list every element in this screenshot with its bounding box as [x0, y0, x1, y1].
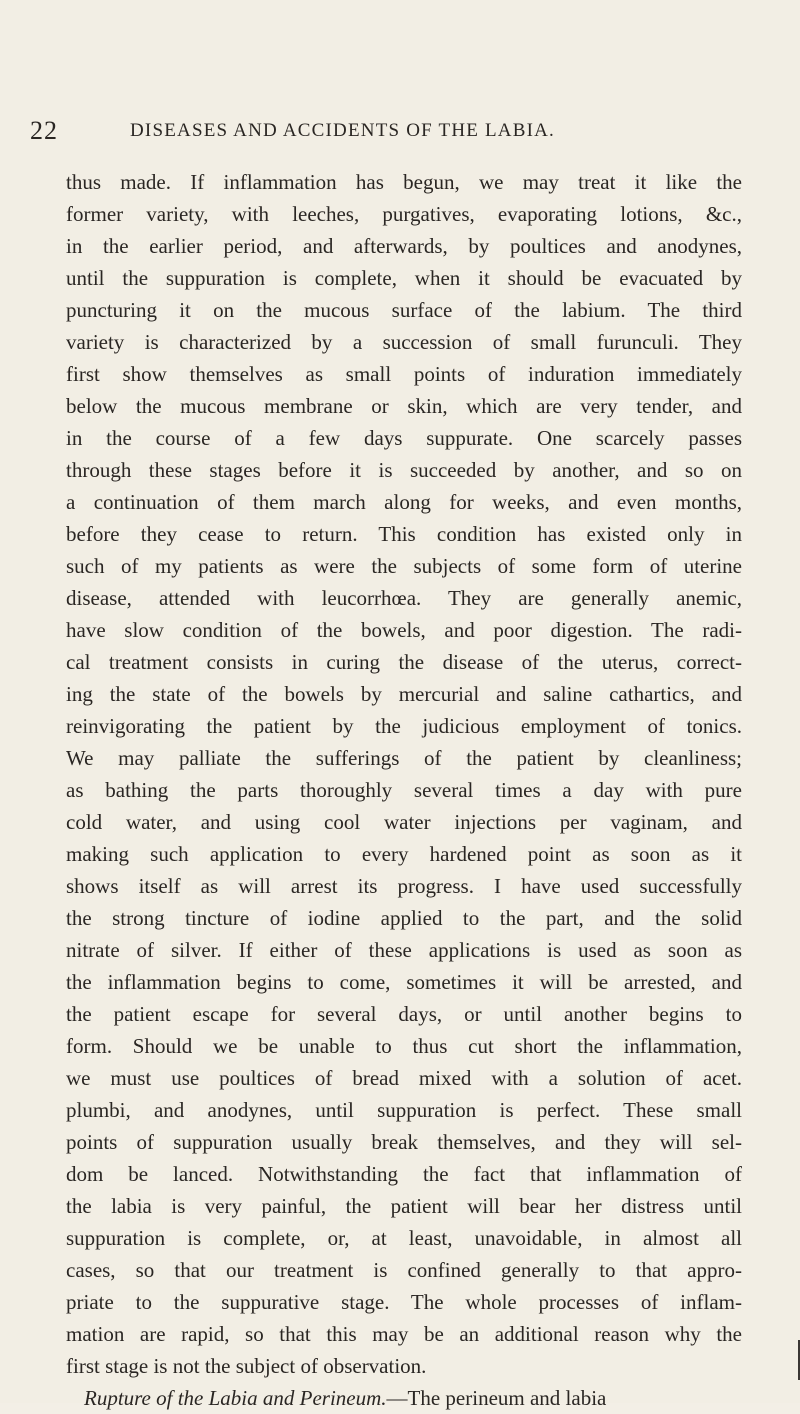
- text-line: reinvigorating the patient by the judicious employment of tonics.: [66, 714, 742, 738]
- section-text: —The perineum and labia: [386, 1386, 607, 1410]
- text-line: in the earlier period, and afterwards, by poultices and anodynes,: [66, 234, 742, 258]
- text-line: have slow condition of the bowels, and poor digestion. The radi-: [66, 618, 742, 642]
- text-line: mation are rapid, so that this may be an additional reason why the: [66, 1322, 742, 1346]
- text-line: puncturing it on the mucous surface of the labium. The third: [66, 298, 742, 322]
- text-line: dom be lanced. Notwithstanding the fact that inflammation of: [66, 1162, 742, 1186]
- page-header: [30, 116, 770, 144]
- text-line: cases, so that our treatment is confined generally to that appro-: [66, 1258, 742, 1282]
- text-line: a continuation of them march along for weeks, and even months,: [66, 490, 742, 514]
- text-line: such of my patients as were the subjects of some form of uterine: [66, 554, 742, 578]
- text-line: former variety, with leeches, purgatives, evaporating lotions, &c.,: [66, 202, 742, 226]
- text-line: cal treatment consists in curing the disease of the uterus, correct-: [66, 650, 742, 674]
- text-line: disease, attended with leucorrhœa. They are generally anemic,: [66, 586, 742, 610]
- text-line: below the mucous membrane or skin, which are very tender, and: [66, 394, 742, 418]
- text-line: form. Should we be unable to thus cut short the inflammation,: [66, 1034, 742, 1058]
- body-text: [66, 166, 742, 1414]
- text-line: nitrate of silver. If either of these applications is used as soon as: [66, 938, 742, 962]
- section-heading: Rupture of the Labia and Perineum.: [84, 1386, 387, 1410]
- running-head: DISEASES AND ACCIDENTS OF THE LABIA.: [130, 120, 555, 141]
- text-line: suppuration is complete, or, at least, unavoidable, in almost all: [66, 1226, 742, 1250]
- text-line: through these stages before it is succeeded by another, and so on: [66, 458, 742, 482]
- text-line: cold water, and using cool water injections per vaginam, and: [66, 810, 742, 834]
- text-line: before they cease to return. This condition has existed only in: [66, 522, 742, 546]
- text-line: as bathing the parts thoroughly several times a day with pure: [66, 778, 742, 802]
- text-line: the patient escape for several days, or until another begins to: [66, 1002, 742, 1026]
- text-line: points of suppuration usually break themselves, and they will sel-: [66, 1130, 742, 1154]
- text-line: variety is characterized by a succession of small furunculi. They: [66, 330, 742, 354]
- text-line: ing the state of the bowels by mercurial and saline cathartics, and: [66, 682, 742, 706]
- text-line: in the course of a few days suppurate. One scarcely passes: [66, 426, 742, 450]
- text-line: priate to the suppurative stage. The whole processes of inflam-: [66, 1290, 742, 1314]
- page-number: 22: [30, 116, 58, 145]
- text-line: the inflammation begins to come, sometimes it will be arrested, and: [66, 970, 742, 994]
- text-line: first stage is not the subject of observation.: [66, 1354, 427, 1378]
- text-line: making such application to every hardened point as soon as it: [66, 842, 742, 866]
- text-line: the strong tincture of iodine applied to the part, and the solid: [66, 906, 742, 930]
- section-line: [66, 1382, 742, 1414]
- text-line: We may palliate the sufferings of the patient by cleanliness;: [66, 746, 742, 770]
- text-line: thus made. If inflammation has begun, we may treat it like the: [66, 170, 742, 194]
- text-line: we must use poultices of bread mixed with a solution of acet.: [66, 1066, 742, 1090]
- text-line: until the suppuration is complete, when it should be evacuated by: [66, 266, 742, 290]
- text-line: the labia is very painful, the patient will bear her distress until: [66, 1194, 742, 1218]
- text-line: plumbi, and anodynes, until suppuration is perfect. These small: [66, 1098, 742, 1122]
- text-line: first show themselves as small points of induration immediately: [66, 362, 742, 386]
- text-line: shows itself as will arrest its progress. I have used successfully: [66, 874, 742, 898]
